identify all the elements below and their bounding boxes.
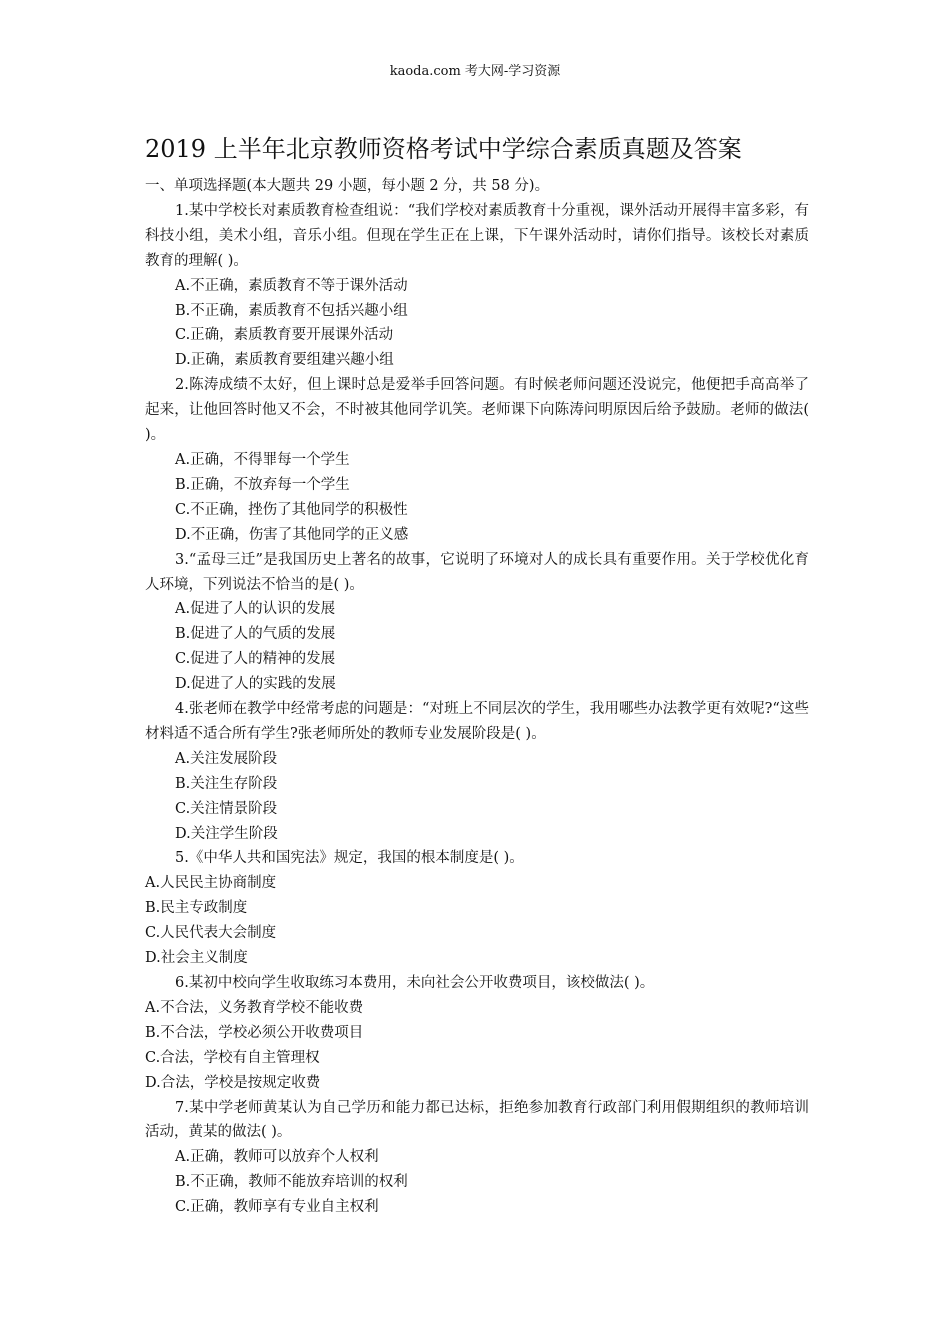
question-5: 5.《中华人共和国宪法》规定，我国的根本制度是( )。 bbox=[175, 850, 524, 867]
question-6-option-b: B.不合法，学校必须公开收费项目 bbox=[145, 1024, 364, 1041]
question-6-option-d: D.合法，学校是按规定收费 bbox=[145, 1074, 321, 1091]
question-2-option-d: D.不正确，伤害了其他同学的正义感 bbox=[175, 526, 409, 543]
question-1-option-a: A.不正确，素质教育不等于课外活动 bbox=[175, 277, 408, 294]
question-6: 6.某初中校向学生收取练习本费用，未向社会公开收费项目，该校做法( )。 bbox=[175, 975, 655, 991]
question-1-option-b: B.不正确，素质教育不包括兴趣小组 bbox=[175, 302, 408, 319]
question-4-option-b: B.关注生存阶段 bbox=[175, 775, 278, 792]
question-5-option-b: B.民主专政制度 bbox=[145, 900, 248, 917]
question-4-option-d: D.关注学生阶段 bbox=[175, 825, 278, 842]
question-1-option-d: D.正确，素质教育要组建兴趣小组 bbox=[175, 352, 394, 369]
question-7-option-c: C.正确，教师享有专业自主权利 bbox=[175, 1199, 379, 1216]
question-3-option-b: B.促进了人的气质的发展 bbox=[175, 626, 336, 643]
section-heading: 一、单项选择题(本大题共 29 小题，每小题 2 分，共 58 分)。 bbox=[145, 178, 550, 194]
question-5-option-d: D.社会主义制度 bbox=[145, 950, 248, 967]
question-7: 7.某中学老师黄某认为自己学历和能力都已达标，拒绝参加教育行政部门利用假期组织的教师培训活动，黄某的做法( )。 bbox=[145, 1099, 809, 1141]
question-4-option-a: A.关注发展阶段 bbox=[175, 750, 278, 767]
question-1-option-c: C.正确，素质教育要开展课外活动 bbox=[175, 327, 394, 344]
question-2-option-c: C.不正确，挫伤了其他同学的积极性 bbox=[175, 501, 408, 518]
question-2-option-a: A.正确，不得罪每一个学生 bbox=[175, 451, 350, 468]
question-3: 3.“孟母三迁”是我国历史上著名的故事，它说明了环境对人的成长具有重要作用。关于学校优化育人环境，下列说法不恰当的是( )。 bbox=[145, 551, 809, 593]
question-6-option-a: A.不合法，义务教育学校不能收费 bbox=[145, 999, 364, 1016]
question-2-option-b: B.正确，不放弃每一个学生 bbox=[175, 476, 350, 493]
question-5-option-c: C.人民代表大会制度 bbox=[145, 925, 277, 942]
question-5-option-a: A.人民民主协商制度 bbox=[145, 875, 277, 892]
document-title: 2019 上半年北京教师资格考试中学综合素质真题及答案 bbox=[145, 135, 742, 163]
question-3-option-d: D.促进了人的实践的发展 bbox=[175, 676, 336, 693]
document-body bbox=[145, 174, 809, 1220]
question-6-option-c: C.合法，学校有自主管理权 bbox=[145, 1049, 320, 1066]
question-7-option-b: B.不正确，教师不能放弃培训的权利 bbox=[175, 1174, 408, 1191]
question-1: 1.某中学校长对素质教育检查组说：“我们学校对素质教育十分重视，课外活动开展得丰富多彩，有科技小组，美术小组，音乐小组。但现在学生正在上课，下午课外活动时，请你们指导。该校长对素质教育的理解( )。 bbox=[145, 202, 809, 269]
page-header: kaoda.com 考大网-学习资源 bbox=[389, 64, 561, 79]
question-4-option-c: C.关注情景阶段 bbox=[175, 800, 278, 817]
question-2: 2.陈涛成绩不太好，但上课时总是爱举手回答问题。有时候老师问题还没说完，他便把手高高举了起来，让他回答时他又不会，不时被其他同学讥笑。老师课下向陈涛问明原因后给予鼓励。老师的做法( )。 bbox=[145, 377, 809, 444]
question-3-option-a: A.促进了人的认识的发展 bbox=[175, 601, 336, 618]
question-3-option-c: C.促进了人的精神的发展 bbox=[175, 651, 336, 668]
question-7-option-a: A.正确，教师可以放弃个人权利 bbox=[175, 1149, 379, 1166]
question-4: 4.张老师在教学中经常考虑的问题是：“对班上不同层次的学生，我用哪些办法教学更有效呢?“这些材料适不适合所有学生?张老师所处的教师专业发展阶段是( )。 bbox=[145, 701, 809, 742]
